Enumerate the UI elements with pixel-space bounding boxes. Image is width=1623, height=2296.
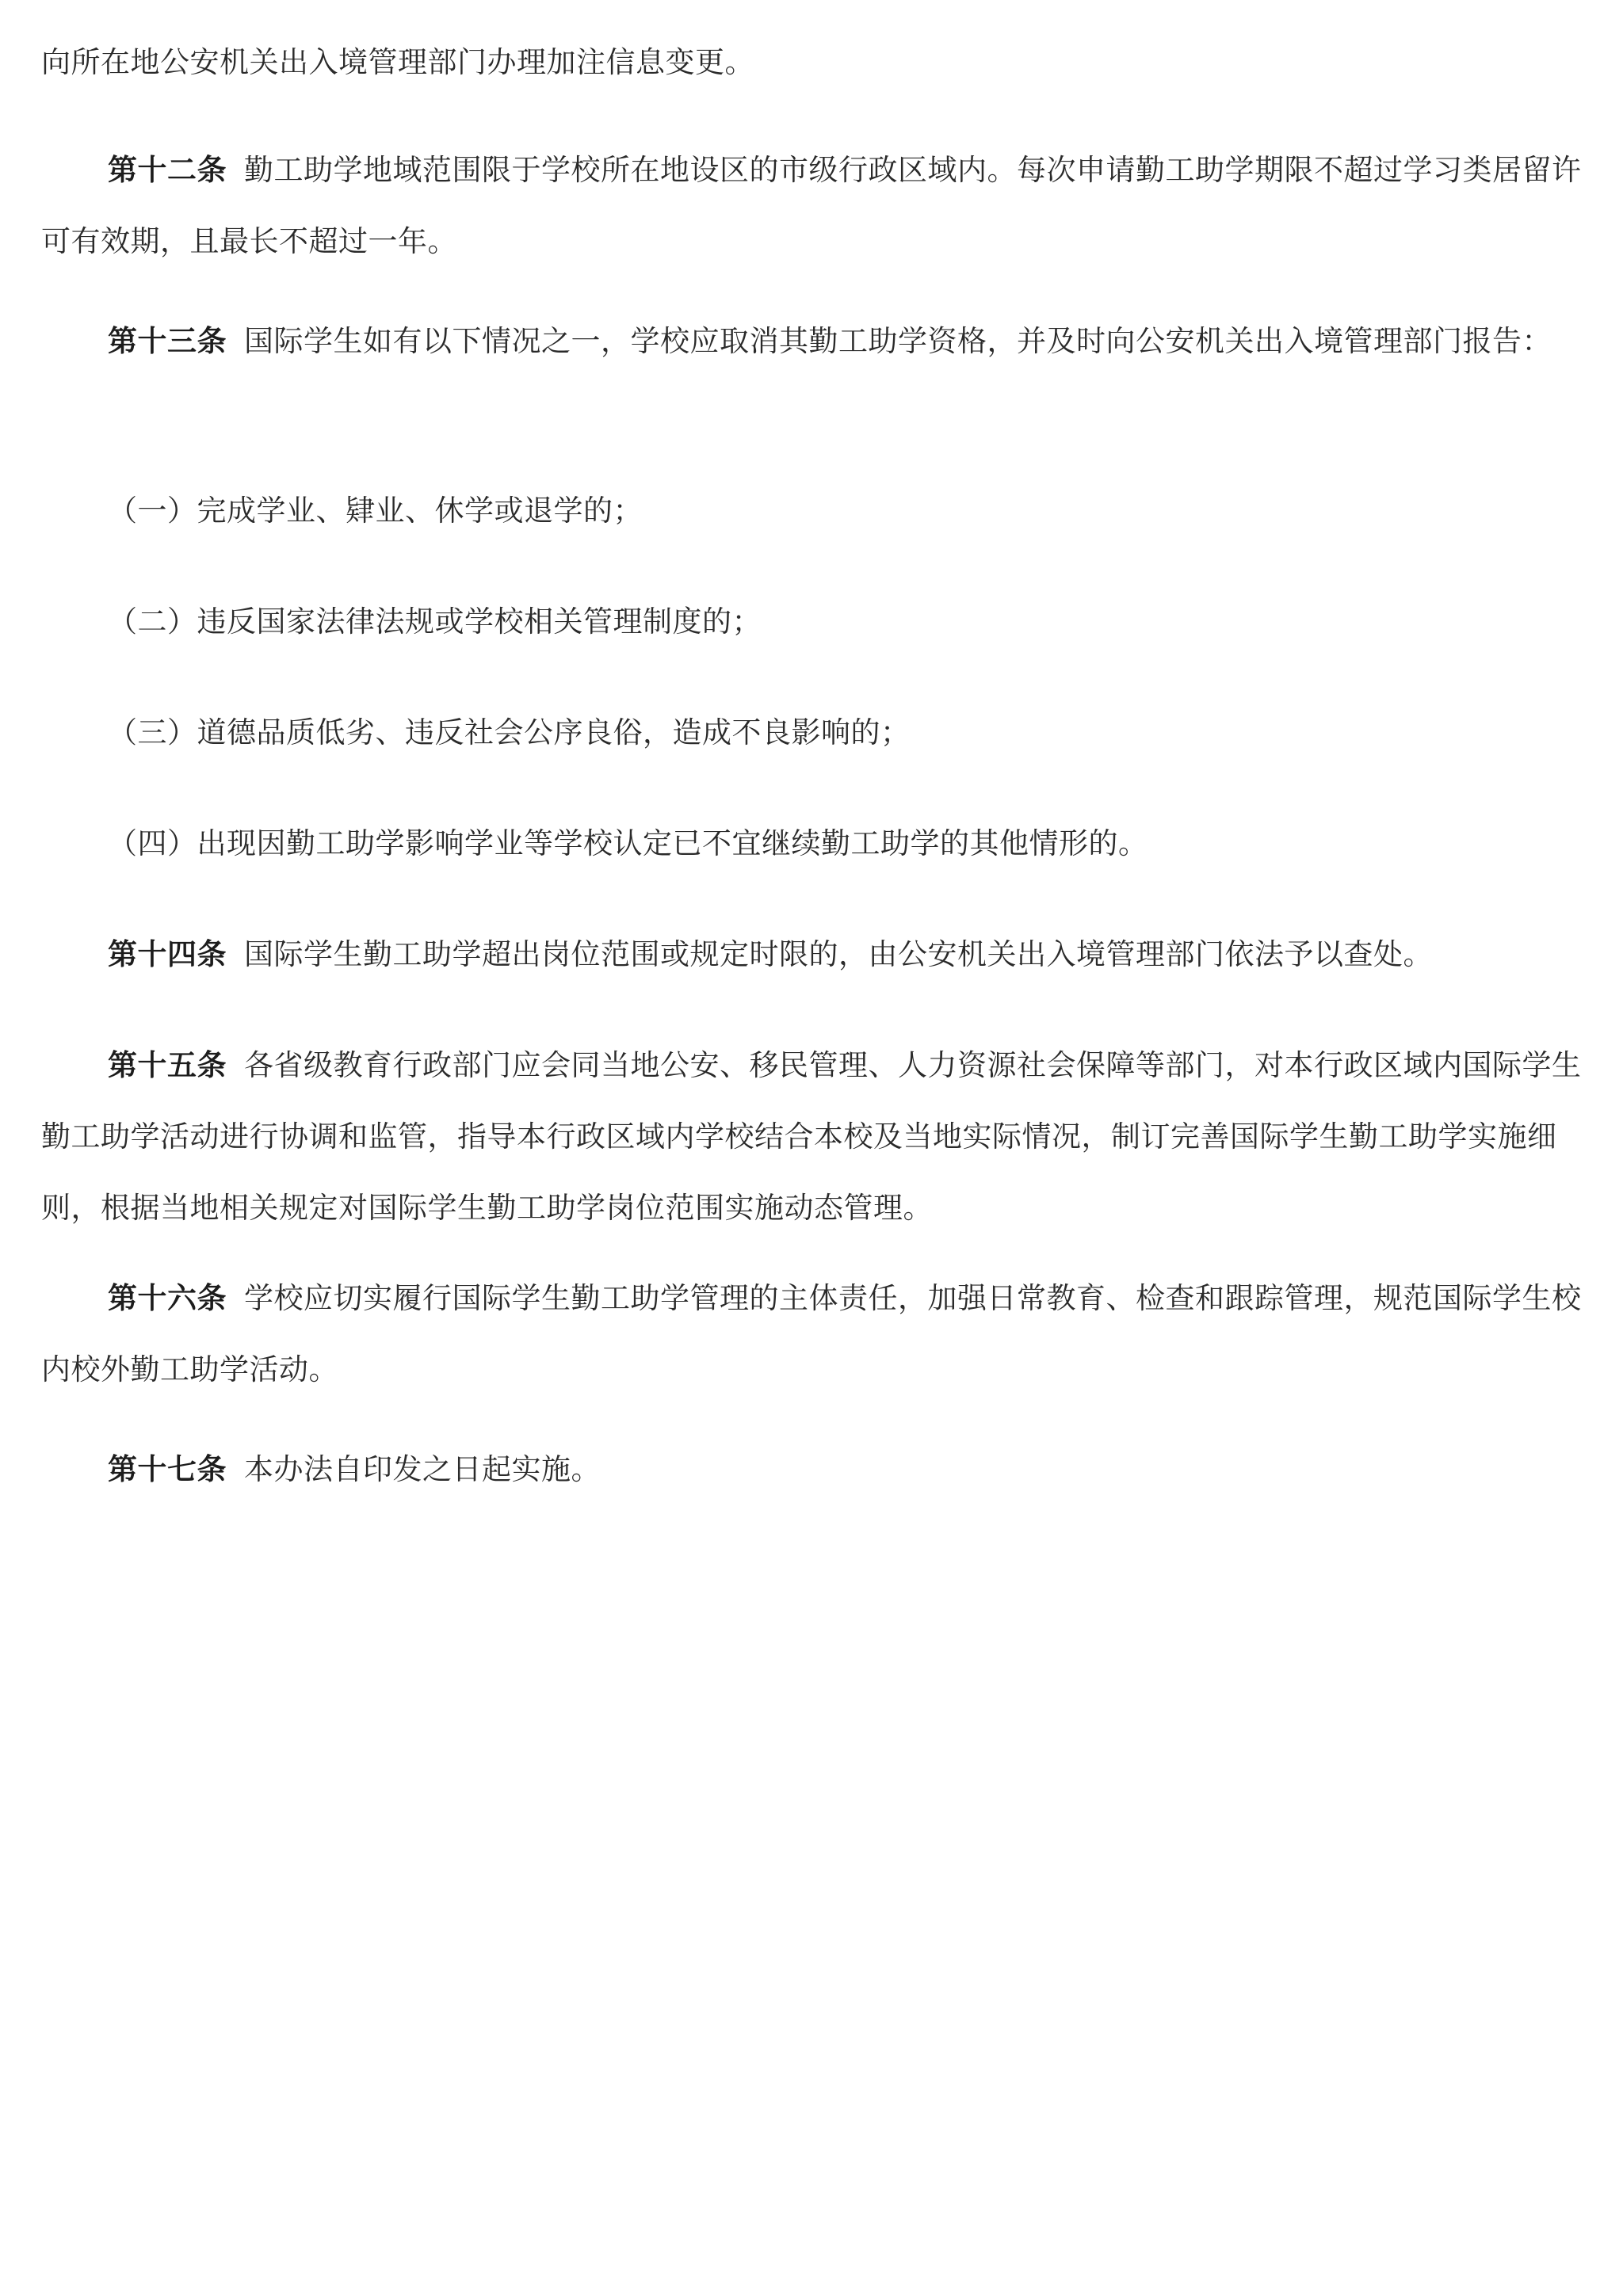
article-13-item-3: （三）道德品质低劣、违反社会公序良俗，造成不良影响的； bbox=[108, 715, 911, 749]
article-label: 第十三条 bbox=[108, 324, 227, 358]
article-text: 勤工助学地域范围限于学校所在地设区的市级行政区域内。每次申请勤工助学期限不超过学习类居留许可有效期，且最长不超过一年。 bbox=[41, 153, 1582, 258]
article-13-item-1: （一）完成学业、肄业、休学或退学的； bbox=[108, 494, 643, 528]
continuation-paragraph: 向所在地公安机关出入境管理部门办理加注信息变更。 bbox=[41, 45, 754, 79]
article-label: 第十六条 bbox=[108, 1281, 227, 1315]
article-text: 各省级教育行政部门应会同当地公安、移民管理、人力资源社会保障等部门，对本行政区域内国际学生勤工助学活动进行协调和监管，指导本行政区域内学校结合本校及当地实际情况，制订完善国际学生勤工助学实施细则，根据当地相关规定对国际学生勤工助学岗位范围实施动态管理。 bbox=[41, 1048, 1582, 1225]
article-label: 第十五条 bbox=[108, 1048, 227, 1082]
article-14 bbox=[41, 919, 1585, 990]
article-text: 本办法自印发之日起实施。 bbox=[244, 1452, 601, 1486]
article-label: 第十七条 bbox=[108, 1452, 227, 1486]
article-text: 国际学生勤工助学超出岗位范围或规定时限的，由公安机关出入境管理部门依法予以查处。 bbox=[244, 937, 1433, 971]
article-13-item-4: （四）出现因勤工助学影响学业等学校认定已不宜继续勤工助学的其他情形的。 bbox=[108, 826, 1148, 860]
article-12 bbox=[41, 135, 1585, 277]
article-text: 国际学生如有以下情况之一，学校应取消其勤工助学资格，并及时向公安机关出入境管理部门报告： bbox=[244, 324, 1552, 358]
article-13 bbox=[41, 306, 1585, 377]
article-text: 学校应切实履行国际学生勤工助学管理的主体责任，加强日常教育、检查和跟踪管理，规范国际学生校内校外勤工助学活动。 bbox=[41, 1281, 1582, 1386]
article-label: 第十四条 bbox=[108, 937, 227, 971]
article-15 bbox=[41, 1030, 1585, 1244]
article-16 bbox=[41, 1263, 1585, 1405]
article-label: 第十二条 bbox=[108, 153, 227, 187]
article-17 bbox=[41, 1434, 1585, 1505]
article-13-item-2: （二）违反国家法律法规或学校相关管理制度的； bbox=[108, 605, 762, 639]
